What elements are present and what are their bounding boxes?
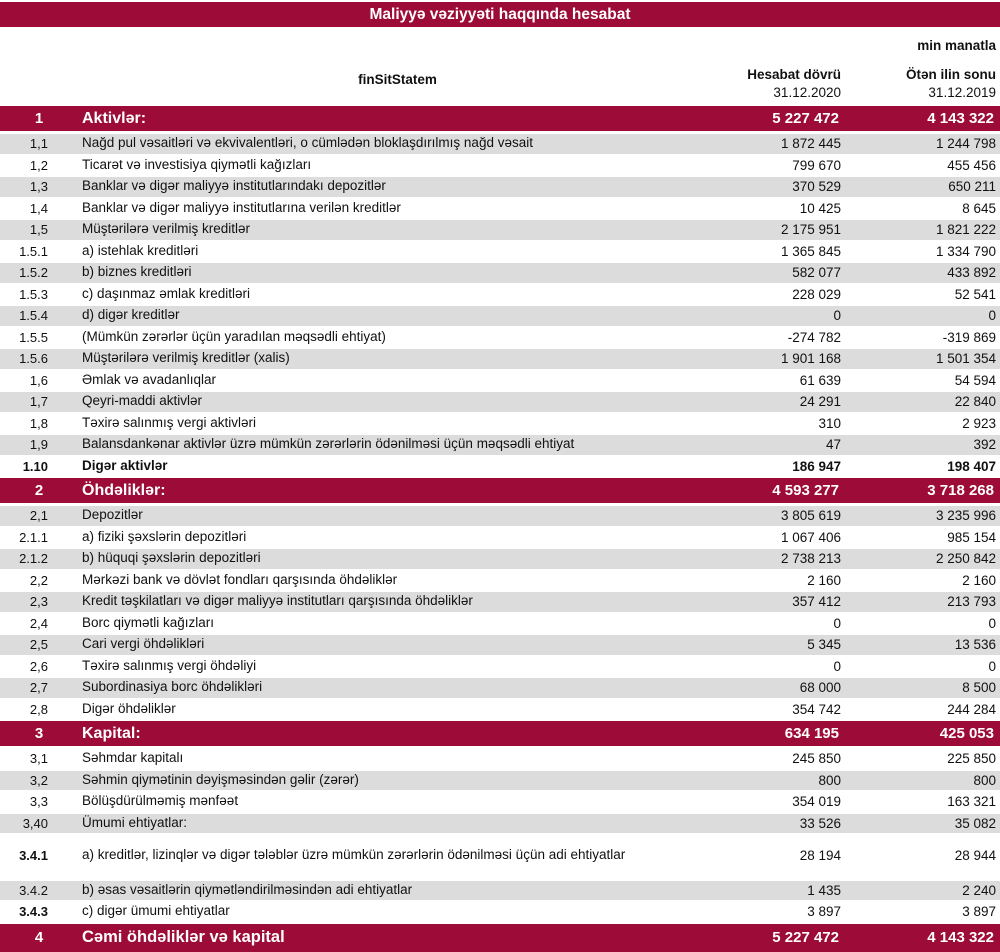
table-row-value-previous: 1 821 222 <box>935 222 996 238</box>
table-row-value-current: 2 738 213 <box>780 551 841 567</box>
table-row <box>0 592 1000 612</box>
table-row-label: b) əsas vəsaitlərin qiymətləndirilməsindən adi ehtiyatlar <box>82 881 413 897</box>
table-row <box>0 371 1000 391</box>
table-row <box>0 506 1000 526</box>
table-row-number: 1.5.1 <box>19 243 48 259</box>
table-row-number: 1,7 <box>29 394 48 410</box>
total-row-value-previous: 4 143 322 <box>927 929 994 946</box>
table-row-label: Səhmin qiymətinin dəyişməsindən gəlir (zərər) <box>82 771 359 787</box>
table-row-label: Depozitlər <box>82 507 143 523</box>
table-row-label: a) istehlak kreditləri <box>82 242 199 258</box>
table-row-number: 1.5.5 <box>19 329 48 345</box>
table-row-label: Bölüşdürülməmiş mənfəət <box>82 793 239 809</box>
table-row <box>0 678 1000 698</box>
table-row-label: Əmlak və avadanlıqlar <box>82 371 216 387</box>
table-row-value-current: 68 000 <box>799 680 841 696</box>
table-row-value-current: 0 <box>833 658 841 674</box>
total-row-label: Cəmi öhdəliklər və kapital <box>82 928 285 947</box>
table-row-number: 1,6 <box>29 372 48 388</box>
table-row-number: 2,8 <box>29 701 48 717</box>
table-row-label: d) digər kreditlər <box>82 307 180 323</box>
table-row-label: Cari vergi öhdəlikləri <box>82 636 205 652</box>
table-row-label: Borc qiymətli kağızları <box>82 614 215 630</box>
section-header-row-number: 1 <box>34 110 44 127</box>
table-row-label: (Mümkün zərərlər üçün yaradılan məqsədli ehtiyat) <box>82 328 386 344</box>
table-row <box>0 328 1000 348</box>
table-row-value-current: -274 782 <box>787 329 841 345</box>
table-row-label: b) biznes kreditləri <box>82 264 192 280</box>
table-row-value-current: 354 742 <box>792 701 841 717</box>
table-row-number: 2,5 <box>29 637 48 653</box>
table-row <box>0 242 1000 262</box>
table-row-label: a) fiziki şəxslərin depozitləri <box>82 528 247 544</box>
table-row-value-current: 3 805 619 <box>780 508 841 524</box>
table-row-value-current: 33 526 <box>799 815 841 831</box>
table-row-value-previous: 392 <box>973 437 996 453</box>
table-row-number: 1.5.3 <box>19 286 48 302</box>
table-row-value-current: 2 175 951 <box>780 222 841 238</box>
table-row-value-previous: 800 <box>973 772 996 788</box>
table-row-label: Subordinasiya borc öhdəlikləri <box>82 679 263 695</box>
table-row-number: 1,4 <box>29 200 48 216</box>
table-row <box>0 881 1000 901</box>
table-row-number: 1.5.4 <box>19 308 48 324</box>
table-row <box>0 134 1000 154</box>
table-row-number: 2,3 <box>29 594 48 610</box>
report-title-band <box>0 2 1000 27</box>
total-row <box>0 924 1000 952</box>
table-row-value-previous: 54 594 <box>954 372 996 388</box>
table-row-value-current: 310 <box>818 415 841 431</box>
financial-position-report <box>0 2 1000 952</box>
table-row <box>0 199 1000 219</box>
table-row-number: 2,1 <box>29 508 48 524</box>
table-row-value-previous: 650 211 <box>948 179 996 195</box>
section-header-row <box>0 721 1000 746</box>
table-row-value-previous: 13 536 <box>954 637 996 653</box>
table-row-number: 1.5.6 <box>19 351 48 367</box>
table-row-value-current: 1 872 445 <box>780 136 841 152</box>
table-row-number: 1,5 <box>29 222 48 238</box>
table-row <box>0 263 1000 283</box>
table-row-label: Digər aktivlər <box>82 457 168 473</box>
table-row-label: Ümumi ehtiyatlar: <box>82 814 188 830</box>
table-row-value-previous: 2 923 <box>962 415 996 431</box>
table-row-value-previous: 244 284 <box>947 701 996 717</box>
section-header-row <box>0 478 1000 503</box>
table-row <box>0 306 1000 326</box>
previous-period-column-header <box>845 66 1000 102</box>
table-row-number: 3,2 <box>29 772 48 788</box>
table-row <box>0 220 1000 240</box>
table-row-value-current: 1 067 406 <box>780 529 841 545</box>
table-row-value-previous: 2 240 <box>962 882 996 898</box>
table-row-value-previous: 35 082 <box>954 815 996 831</box>
report-title: Maliyyə vəziyyəti haqqında hesabat <box>369 5 631 23</box>
table-row-value-previous: 198 407 <box>947 458 996 474</box>
table-row-number: 3,1 <box>29 751 48 767</box>
table-row-value-previous: 28 944 <box>954 848 996 864</box>
total-row-number: 4 <box>34 929 44 946</box>
table-row-value-previous: 163 321 <box>947 794 996 810</box>
table-row-label: Banklar və digər maliyyə institutlarına verilən kreditlər <box>82 199 401 215</box>
section-header-row-label: Öhdəliklər: <box>82 481 166 499</box>
table-row <box>0 902 1000 922</box>
table-row-value-current: 1 901 168 <box>780 351 841 367</box>
table-row <box>0 156 1000 176</box>
current-period-date: 31.12.2020 <box>773 85 841 100</box>
table-row <box>0 846 1000 866</box>
table-row <box>0 792 1000 812</box>
table-row-value-current: 228 029 <box>792 286 841 302</box>
table-row-value-current: 800 <box>818 772 841 788</box>
section-header-row-value-current: 4 593 277 <box>772 482 839 499</box>
table-row <box>0 549 1000 569</box>
section-header-row-value-previous: 3 718 268 <box>927 482 994 499</box>
table-row-value-current: 24 291 <box>799 394 841 410</box>
section-header-row <box>0 106 1000 131</box>
table-row-value-current: 2 160 <box>807 572 841 588</box>
table-row <box>0 771 1000 791</box>
table-row-number: 2.1.1 <box>19 529 48 545</box>
table-row-label: b) hüquqi şəxslərin depozitləri <box>82 550 261 566</box>
table-row-number: 1.5.2 <box>19 265 48 281</box>
previous-period-title: Ötən ilin sonu <box>906 67 996 82</box>
table-row <box>0 635 1000 655</box>
section-header-row-number: 2 <box>34 482 44 499</box>
table-row-number: 2.1.2 <box>19 551 48 567</box>
table-row-value-previous: -319 869 <box>942 329 996 345</box>
section-header-row-number: 3 <box>34 725 44 742</box>
table-row-number: 3.4.3 <box>19 904 48 920</box>
current-period-column-header <box>717 66 845 102</box>
table-row-value-current: 47 <box>825 437 841 453</box>
table-row-label: Digər öhdəliklər <box>82 700 176 716</box>
table-row-number: 2,7 <box>29 680 48 696</box>
table-row-value-current: 354 019 <box>792 794 841 810</box>
table-row-label: Banklar və digər maliyyə institutlarındakı depozitlər <box>82 178 386 194</box>
total-row-value-current: 5 227 472 <box>772 929 839 946</box>
table-row-number: 1,1 <box>29 136 48 152</box>
table-row-number: 1,3 <box>29 179 48 195</box>
table-row-value-current: 3 897 <box>807 904 841 920</box>
table-row <box>0 614 1000 634</box>
table-row-value-previous: 985 154 <box>947 529 996 545</box>
table-row-value-current: 0 <box>833 615 841 631</box>
table-row-value-previous: 8 645 <box>962 200 996 216</box>
table-row <box>0 392 1000 412</box>
section-header-row-value-current: 634 195 <box>784 725 839 742</box>
table-row-label: Müştərilərə verilmiş kreditlər (xalis) <box>82 350 290 366</box>
table-row-label: Nağd pul vəsaitləri və ekvivalentləri, o cümlədən bloklaşdırılmış nağd vəsait <box>82 135 533 151</box>
table-row-label: c) digər ümumi ehtiyatlar <box>82 903 230 919</box>
table-row <box>0 571 1000 591</box>
table-row-label: Mərkəzi bank və dövlət fondları qarşısında öhdəliklər <box>82 571 398 587</box>
table-row-value-previous: 8 500 <box>962 680 996 696</box>
table-row-label: Qeyri-maddi aktivlər <box>82 393 203 409</box>
table-row-value-previous: 22 840 <box>954 394 996 410</box>
table-row-value-previous: 213 793 <box>947 594 996 610</box>
table-row-number: 3,3 <box>29 794 48 810</box>
table-row <box>0 528 1000 548</box>
table-row <box>0 177 1000 197</box>
table-row-number: 1,9 <box>29 437 48 453</box>
table-row-label: a) kreditlər, lizinqlər və digər tələblər üzrə mümkün zərərlərin ödənilməsi üçün adi ehtiyatlar <box>82 847 626 863</box>
table-row <box>0 285 1000 305</box>
table-row-value-previous: 3 897 <box>962 904 996 920</box>
table-row <box>0 349 1000 369</box>
table-row-label: c) daşınmaz əmlak kreditləri <box>82 285 251 301</box>
table-row-value-previous: 225 850 <box>947 751 996 767</box>
table-row-value-current: 582 077 <box>792 265 841 281</box>
table-row-number: 1,2 <box>29 157 48 173</box>
table-row-label: Ticarət və investisiya qiymətli kağızları <box>82 156 312 172</box>
table-row-value-previous: 3 235 996 <box>935 508 996 524</box>
table-row-label: Balansdankənar aktivlər üzrə mümkün zərərlərin ödənilməsi üçün məqsədli ehtiyat <box>82 436 575 452</box>
table-row-value-current: 370 529 <box>792 179 841 195</box>
table-row-value-previous: 0 <box>988 658 996 674</box>
table-row <box>0 657 1000 677</box>
table-row <box>0 700 1000 720</box>
section-header-row-value-current: 5 227 472 <box>772 110 839 127</box>
table-row-number: 1,8 <box>29 415 48 431</box>
table-row-value-previous: 1 501 354 <box>935 351 996 367</box>
section-header-row-label: Aktivlər: <box>82 109 147 127</box>
table-column-header <box>0 56 1000 106</box>
table-row-label: Təxirə salınmış vergi aktivləri <box>82 414 257 430</box>
unit-note: min manatla <box>917 38 996 53</box>
table-row-value-previous: 52 541 <box>954 286 996 302</box>
table-row <box>0 749 1000 769</box>
table-row-value-current: 61 639 <box>799 372 841 388</box>
previous-period-date: 31.12.2019 <box>928 85 996 100</box>
table-row-value-current: 1 435 <box>807 882 841 898</box>
table-row-number: 2,2 <box>29 572 48 588</box>
table-row-value-previous: 0 <box>988 308 996 324</box>
table-row <box>0 414 1000 434</box>
table-row-label: Kredit təşkilatları və digər maliyyə institutları qarşısında öhdəliklər <box>82 593 473 609</box>
table-row-value-previous: 2 160 <box>962 572 996 588</box>
table-row-number: 3.4.2 <box>19 882 48 898</box>
table-row-label: Təxirə salınmış vergi öhdəliyi <box>82 657 257 673</box>
table-row <box>0 457 1000 477</box>
table-body <box>0 106 1000 952</box>
table-row-number: 1.10 <box>22 458 48 474</box>
table-row-value-current: 5 345 <box>807 637 841 653</box>
table-row-number: 2,4 <box>29 615 48 631</box>
table-row-value-previous: 0 <box>988 615 996 631</box>
table-row-value-previous: 433 892 <box>947 265 996 281</box>
table-row-value-previous: 455 456 <box>947 157 996 173</box>
table-row-label: Müştərilərə verilmiş kreditlər <box>82 221 251 237</box>
table-row-label: Səhmdar kapitalı <box>82 750 184 766</box>
table-row <box>0 814 1000 834</box>
table-row-value-current: 799 670 <box>792 157 841 173</box>
table-row <box>0 435 1000 455</box>
table-row-number: 3.4.1 <box>19 848 48 864</box>
statement-label: finSitStatem <box>358 71 437 87</box>
table-row-value-current: 10 425 <box>799 200 841 216</box>
table-row-value-previous: 1 334 790 <box>935 243 996 259</box>
section-header-row-value-previous: 4 143 322 <box>927 110 994 127</box>
table-row-number: 2,6 <box>29 658 48 674</box>
current-period-title: Hesabat dövrü <box>747 67 841 82</box>
table-row-number: 3,40 <box>22 815 48 831</box>
table-row-value-previous: 1 244 798 <box>935 136 996 152</box>
section-header-row-value-previous: 425 053 <box>939 725 994 742</box>
table-row-value-current: 28 194 <box>799 848 841 864</box>
table-row-value-current: 186 947 <box>792 458 841 474</box>
table-row-value-previous: 2 250 842 <box>935 551 996 567</box>
section-header-row-label: Kapital: <box>82 724 141 742</box>
table-row-value-current: 357 412 <box>792 594 841 610</box>
table-row-value-current: 245 850 <box>792 751 841 767</box>
table-row-value-current: 0 <box>833 308 841 324</box>
table-row-value-current: 1 365 845 <box>780 243 841 259</box>
